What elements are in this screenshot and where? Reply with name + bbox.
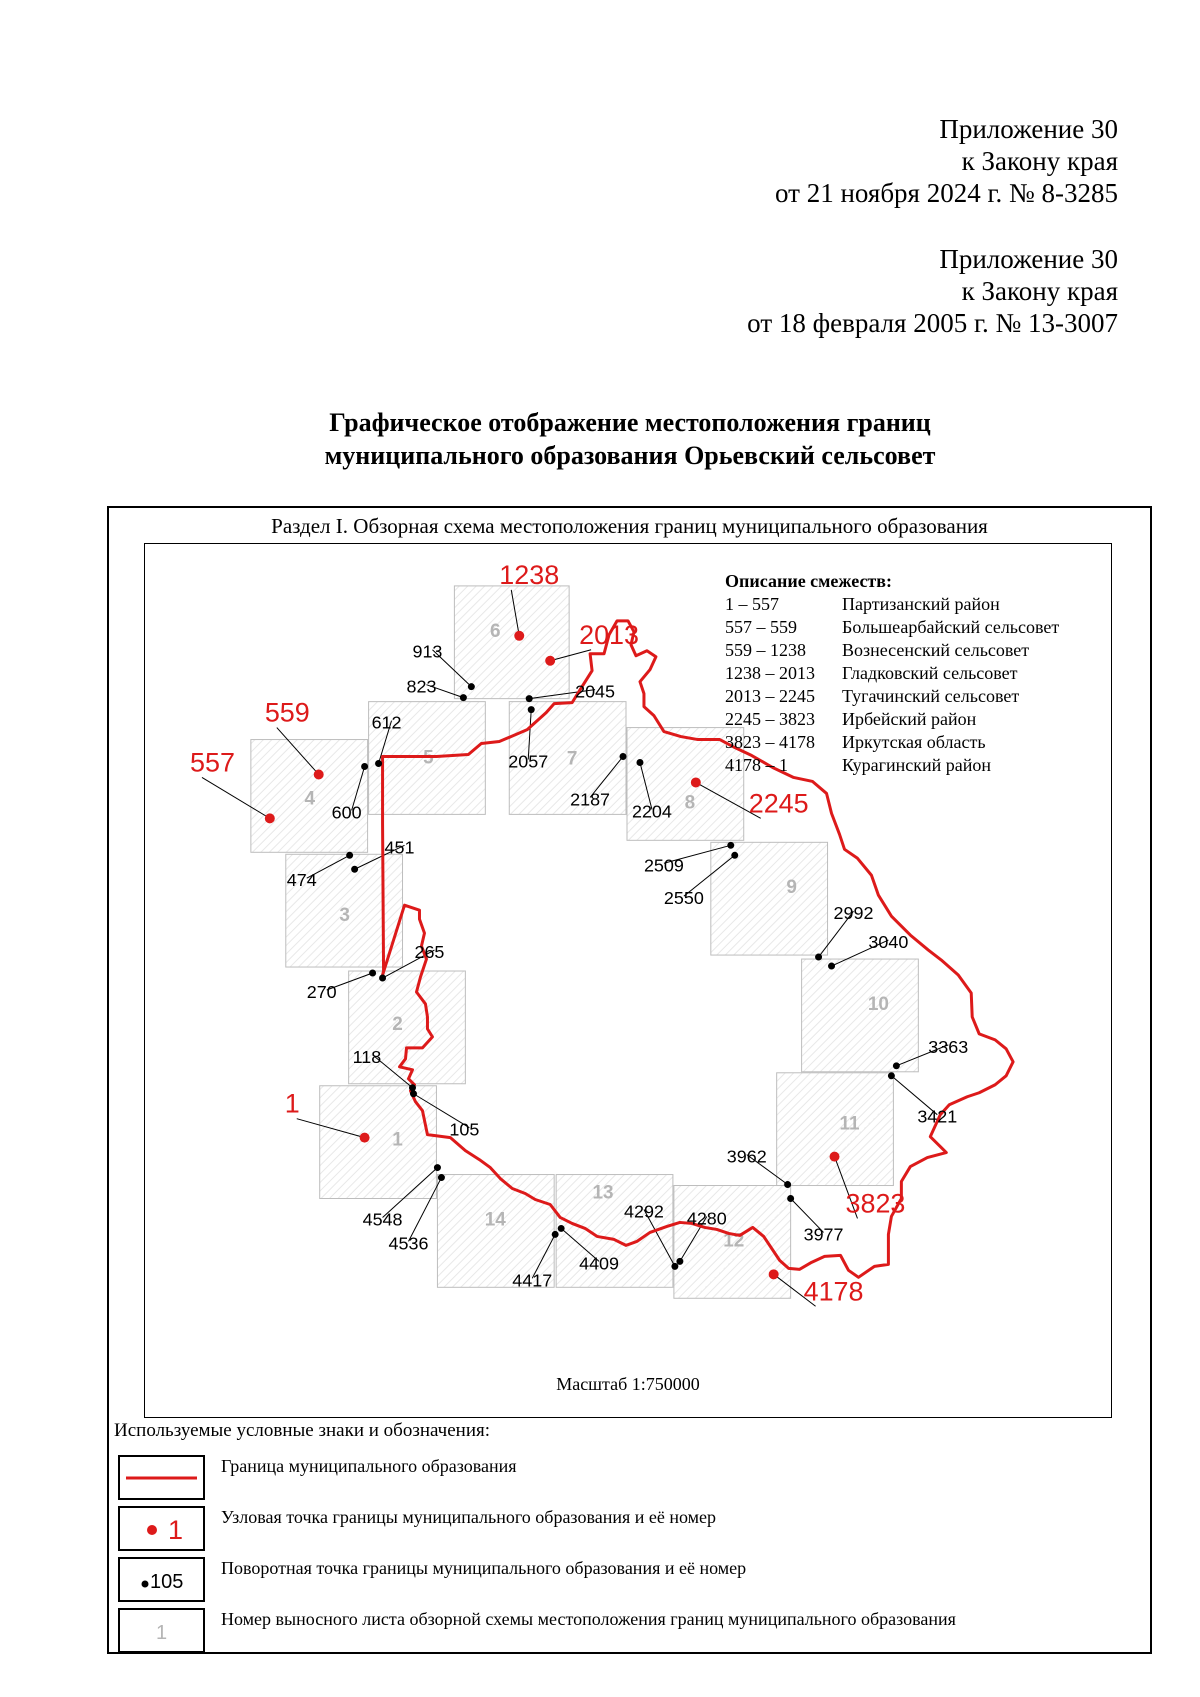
adjacency-name: Вознесенский сельсовет: [842, 640, 1030, 660]
node-point: [691, 777, 701, 787]
appendix-line: Приложение 30: [939, 244, 1118, 274]
sheet-sample-number: 1: [156, 1622, 168, 1644]
turn-point-number: 474: [286, 870, 317, 891]
turn-point: [375, 760, 382, 767]
turn-point-number: 2045: [575, 681, 616, 702]
turn-point: [468, 683, 475, 690]
sheet-rect: [349, 971, 466, 1084]
adjacency-range: 1 – 557: [725, 594, 779, 614]
adjacency-name: Большеарбайский сельсовет: [842, 617, 1060, 637]
appendix-line: к Закону края: [961, 146, 1118, 176]
legend-sample-node-point: [118, 1506, 205, 1551]
turn-point-number: 4548: [362, 1209, 403, 1230]
node-point: [360, 1133, 370, 1143]
adjacency-name: Иркутская область: [842, 732, 986, 752]
turn-point: [620, 753, 627, 760]
appendix-header-current: [775, 113, 1118, 209]
title-line: Графическое отображение местоположения границ: [329, 408, 931, 437]
sheet-number-sample: [120, 1610, 203, 1651]
turn-point-number: 823: [406, 676, 437, 697]
turn-sample-number: 105: [150, 1571, 184, 1593]
turn-point-number: 2204: [631, 801, 672, 822]
sheet-number: 1: [392, 1129, 403, 1151]
sheet-number: 10: [867, 993, 889, 1015]
sheet-rect: [320, 1086, 437, 1199]
sheet-number: 13: [592, 1182, 614, 1204]
section-caption: Раздел I. Обзорная схема местоположения границ муниципального образования: [271, 514, 988, 538]
adjacency-row: [725, 731, 1059, 754]
legend-text-turn-point: Поворотная точка границы муниципального образования и её номер: [221, 1558, 747, 1578]
document-title: [0, 406, 1200, 472]
legend-sample-sheet-number: [118, 1608, 205, 1653]
turn-point-number: 265: [414, 942, 445, 963]
turn-point-number: 3363: [928, 1036, 969, 1057]
appendix-header-original: [747, 243, 1118, 339]
adjacency-row: [725, 639, 1059, 662]
legend-text-node-point: Узловая точка границы муниципального образования и её номер: [221, 1507, 717, 1527]
legend-title: Используемые условные знаки и обозначения:: [114, 1420, 491, 1441]
adjacency-description: [725, 570, 1059, 777]
sheet-number: 5: [423, 747, 434, 769]
node-point: [769, 1269, 779, 1279]
appendix-line: к Закону края: [961, 276, 1118, 306]
sheet-number: 3: [339, 905, 350, 927]
turn-point-number: 105: [449, 1119, 480, 1140]
node-point: [265, 813, 275, 823]
sheet-number: 2: [392, 1013, 403, 1035]
turn-point-number: 118: [352, 1046, 382, 1067]
turn-point-number: 270: [306, 981, 337, 1002]
adjacency-row: [725, 754, 1059, 777]
legend-sample-turn-point: [118, 1557, 205, 1602]
node-point-number: 4178: [803, 1276, 864, 1307]
appendix-line: от 21 ноября 2024 г. № 8-3285: [775, 178, 1118, 208]
turn-point: [727, 842, 734, 849]
sheet-number: 6: [490, 620, 501, 642]
turn-point: [676, 1258, 683, 1265]
sheet-rect: [777, 1073, 894, 1186]
title-line: муниципального образования Орьевский сельсовет: [324, 441, 936, 470]
turn-point-number: 2509: [643, 855, 684, 876]
turn-point-number: 3040: [868, 932, 909, 953]
turn-point-number: 913: [412, 641, 443, 662]
turn-point: [636, 759, 643, 766]
sheet-rect: [711, 842, 828, 955]
sheet-number: 8: [684, 792, 696, 814]
turn-point-number: 2550: [663, 888, 704, 909]
turn-point-number: 451: [384, 837, 415, 858]
turn-point: [526, 695, 533, 702]
node-sample-number: 1: [168, 1515, 184, 1545]
legend-sample-boundary: [118, 1455, 205, 1500]
sheet-number: 12: [723, 1230, 745, 1252]
turn-point-number: 3977: [803, 1224, 844, 1245]
adjacency-range: 557 – 559: [725, 617, 797, 637]
boundary-line-sample: [120, 1457, 203, 1498]
turn-point: [558, 1225, 565, 1232]
adjacency-title: Описание смежеств:: [725, 571, 892, 591]
sheet-number: 14: [484, 1209, 506, 1231]
turn-point: [438, 1174, 445, 1181]
sheet-number: 4: [304, 788, 316, 810]
turn-point: [351, 866, 358, 873]
adjacency-row: [725, 662, 1059, 685]
adjacency-row: [725, 616, 1059, 639]
sheet-number: 11: [839, 1113, 860, 1135]
adjacency-name: Ирбейский район: [842, 709, 977, 729]
turn-point: [552, 1231, 559, 1238]
adjacency-range: 4178 – 1: [725, 755, 788, 775]
turn-point-number: 4536: [388, 1233, 429, 1254]
node-point-number: 559: [264, 697, 310, 728]
adjacency-name: Курагинский район: [842, 755, 992, 775]
turn-point-number: 4417: [512, 1270, 553, 1291]
turn-point: [815, 954, 822, 961]
legend-text-boundary: Граница муниципального образования: [221, 1456, 517, 1476]
legend-text-sheet-number: Номер выносного листа обзорной схемы местоположения границ муниципального образования: [221, 1609, 956, 1629]
adjacency-row: [725, 685, 1059, 708]
turn-point-number: 2992: [833, 903, 874, 924]
turn-point: [671, 1263, 678, 1270]
adjacency-name: Партизанский район: [842, 594, 1000, 614]
overview-map: [144, 543, 1112, 1418]
turn-point: [460, 694, 467, 701]
sheet-rect: [454, 586, 569, 699]
node-point-number: 2245: [748, 788, 809, 819]
turn-point-number: 600: [331, 802, 362, 823]
appendix-line: от 18 февраля 2005 г. № 13-3007: [747, 308, 1118, 338]
turn-point-sample: [120, 1559, 203, 1600]
sheet-rect: [802, 959, 919, 1072]
turn-point: [528, 706, 535, 713]
adjacency-row: [725, 593, 1059, 616]
node-point-number: 1238: [499, 559, 560, 590]
turn-point-number: 2187: [570, 789, 611, 810]
adjacency-range: 559 – 1238: [725, 640, 806, 660]
adjacency-row: [725, 708, 1059, 731]
node-point: [514, 631, 524, 641]
node-point-number: 1: [284, 1088, 300, 1119]
adjacency-range: 2245 – 3823: [725, 709, 815, 729]
turn-point-number: 2057: [508, 751, 549, 772]
adjacency-range: 1238 – 2013: [725, 663, 815, 683]
sheet-number: 7: [566, 748, 578, 770]
sheet-number: 9: [786, 877, 797, 899]
turn-point: [888, 1072, 895, 1079]
turn-point: [379, 975, 386, 982]
turn-point: [787, 1195, 794, 1202]
node-point-number: 557: [190, 747, 235, 778]
turn-point-number: 4280: [686, 1208, 727, 1229]
map-scale: Масштаб 1:750000: [556, 1374, 700, 1394]
scheme-frame: [107, 506, 1152, 1654]
turn-point: [369, 970, 376, 977]
turn-point-number: 3421: [917, 1106, 958, 1127]
turn-point: [828, 963, 835, 970]
node-point: [830, 1152, 840, 1162]
turn-point: [346, 852, 353, 859]
adjacency-name: Тугачинский сельсовет: [842, 686, 1020, 706]
adjacency-name: Гладковский сельсовет: [842, 663, 1018, 683]
turn-point: [409, 1084, 416, 1091]
turn-point-number: 3962: [726, 1146, 767, 1167]
adjacency-range: 2013 – 2245: [725, 686, 815, 706]
turn-point: [361, 763, 368, 770]
node-point-sample: [120, 1508, 203, 1549]
node-point-number: 3823: [845, 1188, 906, 1219]
turn-point: [784, 1181, 791, 1188]
adjacency-range: 3823 – 4178: [725, 732, 815, 752]
node-point: [314, 769, 324, 779]
turn-point: [410, 1090, 417, 1097]
turn-point-number: 612: [371, 712, 402, 733]
turn-point: [731, 852, 738, 859]
node-point-number: 2013: [579, 619, 640, 650]
turn-point: [434, 1164, 441, 1171]
appendix-line: Приложение 30: [939, 114, 1118, 144]
turn-point-number: 4292: [624, 1201, 664, 1222]
node-point: [545, 656, 555, 666]
turn-point-number: 4409: [579, 1253, 620, 1274]
turn-point: [893, 1062, 900, 1069]
